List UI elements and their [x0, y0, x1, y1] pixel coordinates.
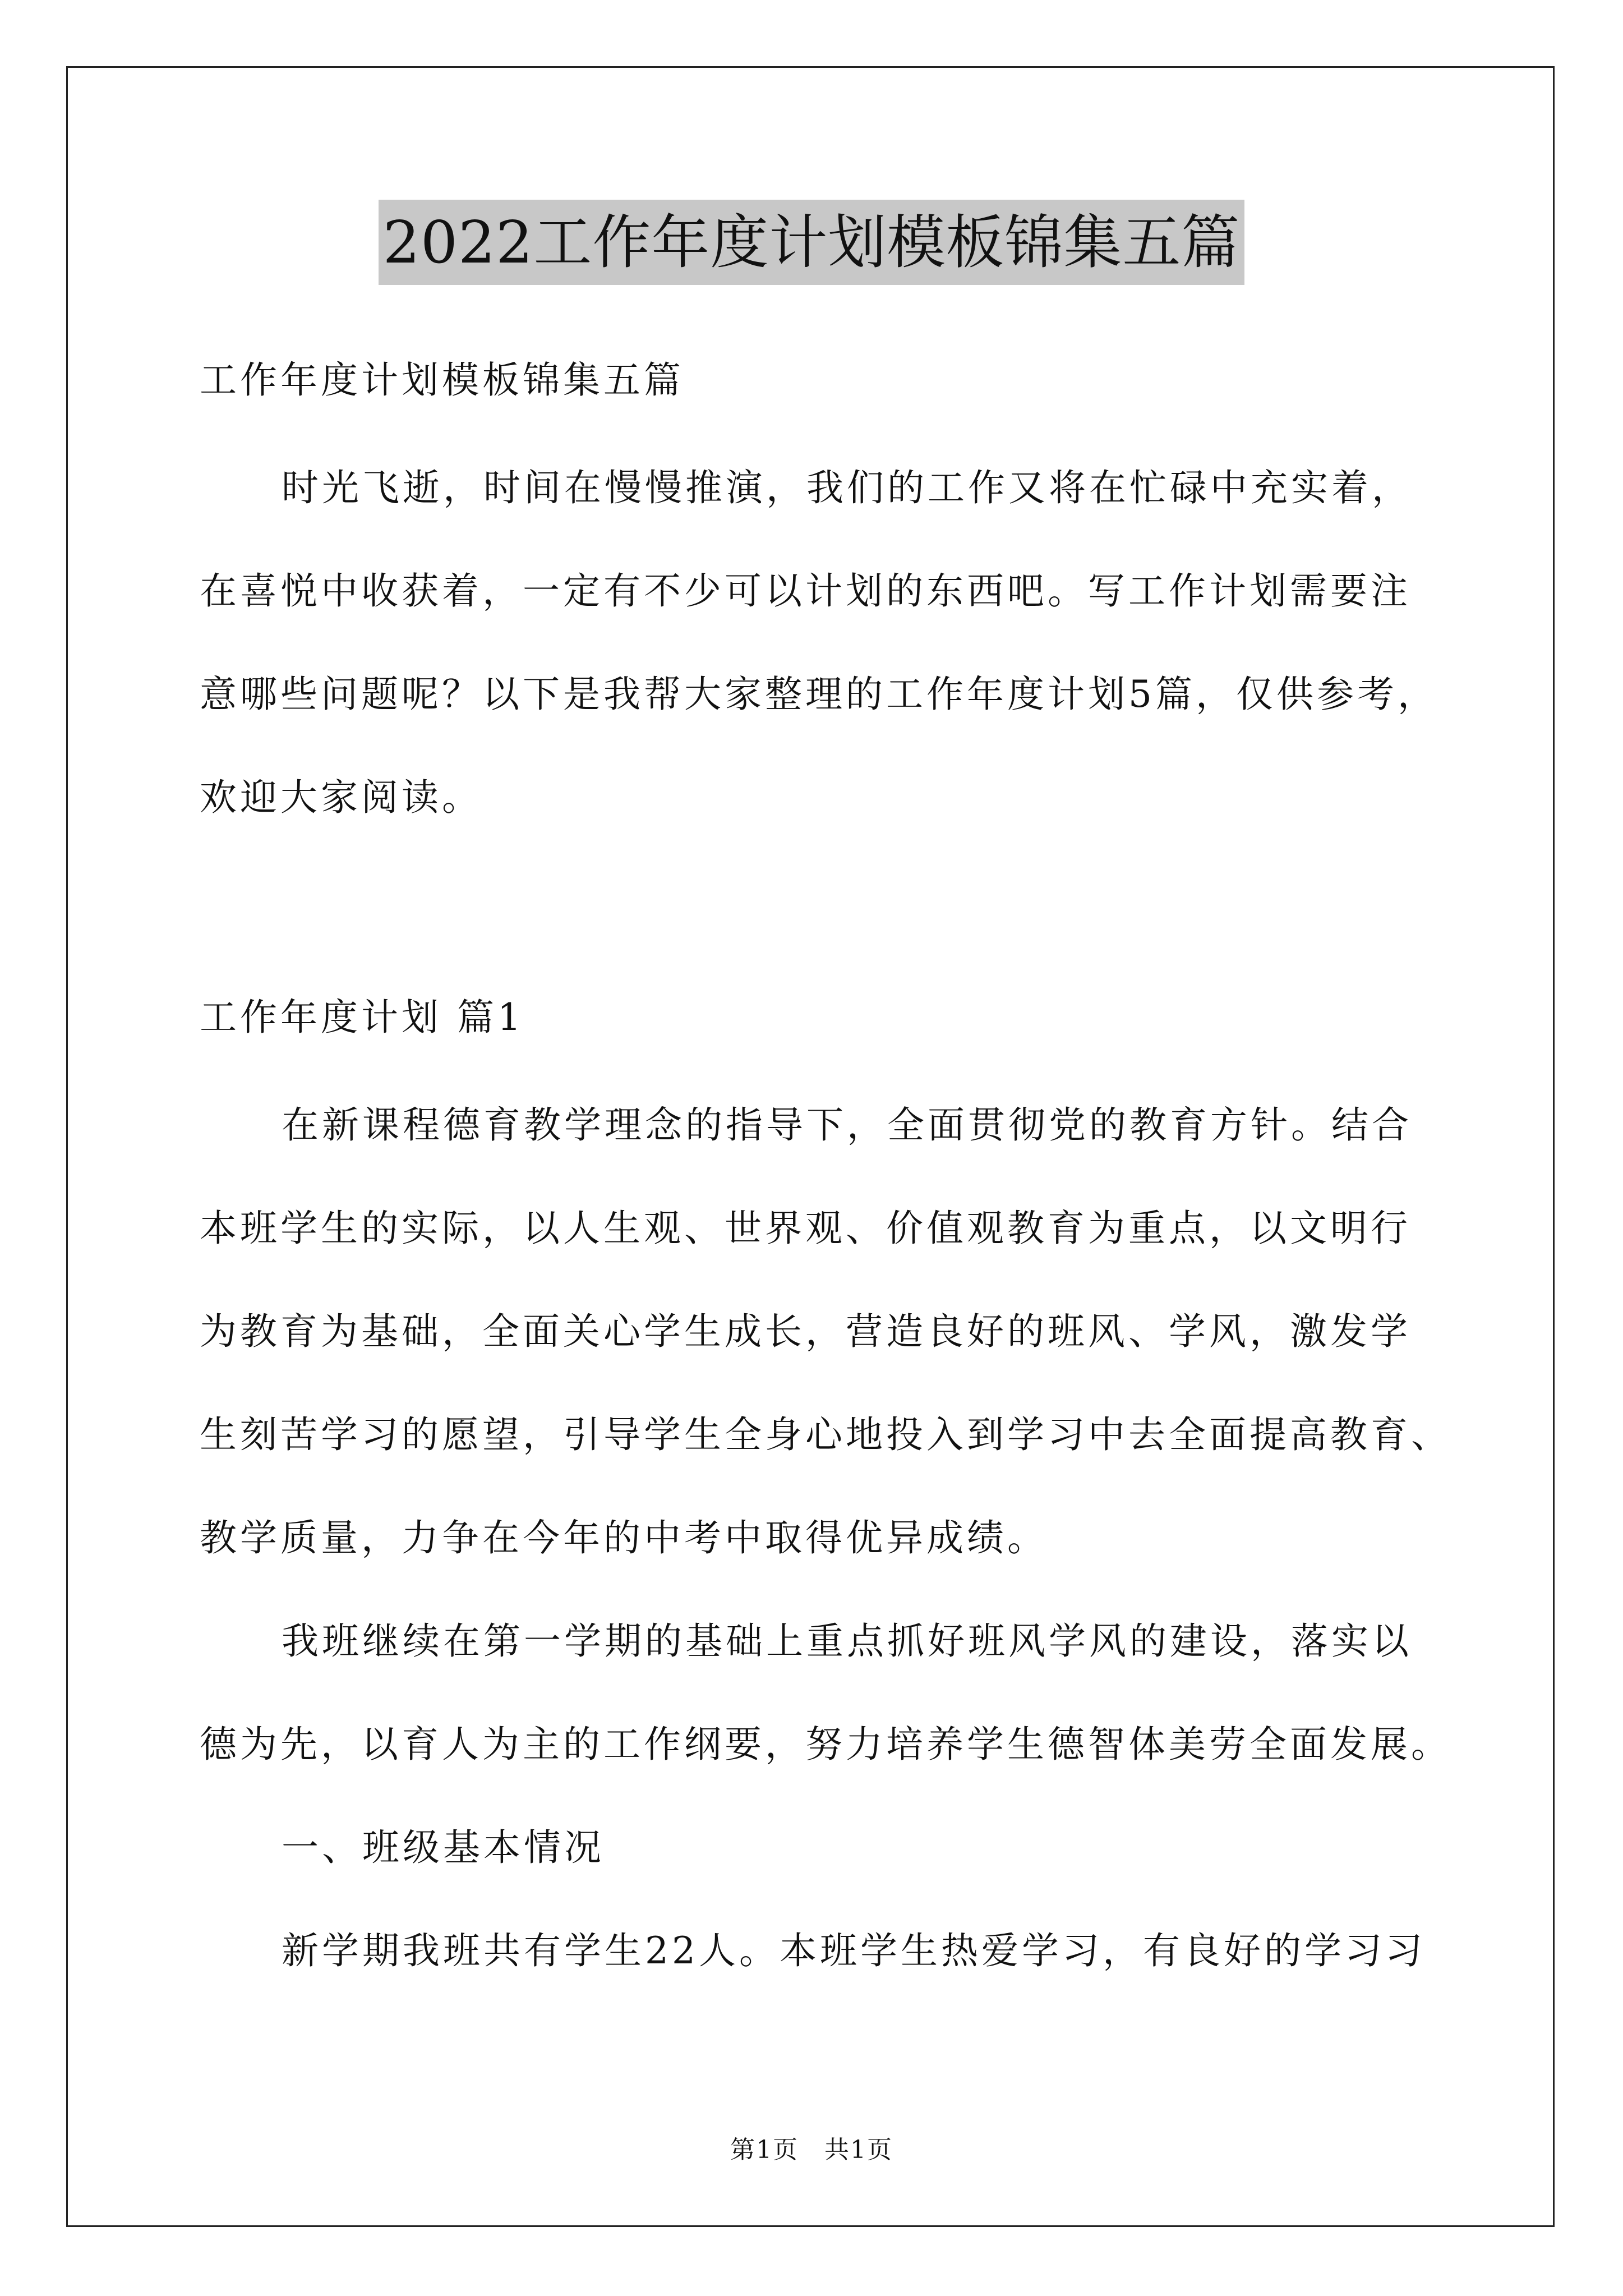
page-footer — [0, 2134, 1623, 2166]
paragraph-line: 德为先，以育人为主的工作纲要，努力培养学生德智体美劳全面发展。 — [200, 1723, 1451, 1766]
intro-line: 在喜悦中收获着，一定有不少可以计划的东西吧。写工作计划需要注 — [200, 569, 1411, 613]
paragraph-line: 教学质量，力争在今年的中考中取得优异成绩。 — [200, 1516, 1048, 1559]
page-number: 第1页 — [730, 2136, 799, 2164]
paragraph-line: 本班学生的实际，以人生观、世界观、价值观教育为重点，以文明行 — [200, 1207, 1411, 1250]
intro-line: 意哪些问题呢？以下是我帮大家整理的工作年度计划5篇，仅供参考， — [200, 673, 1438, 716]
paragraph-line: 生刻苦学习的愿望，引导学生全身心地投入到学习中去全面提高教育、 — [200, 1413, 1451, 1456]
paragraph-line: 新学期我班共有学生22人。本班学生热爱学习，有良好的学习习 — [282, 1929, 1426, 1972]
paragraph-line: 为教育为基础，全面关心学生成长，营造良好的班风、学风，激发学 — [200, 1310, 1411, 1353]
document-subtitle: 工作年度计划模板锦集五篇 — [200, 358, 684, 402]
paragraph-line: 我班继续在第一学期的基础上重点抓好班风学风的建设，落实以 — [282, 1619, 1412, 1663]
paragraph-line: 在新课程德育教学理念的指导下，全面贯彻党的教育方针。结合 — [282, 1103, 1412, 1147]
document-title: 2022工作年度计划模板锦集五篇 — [379, 200, 1245, 285]
page-total: 共1页 — [824, 2136, 893, 2164]
intro-line: 时光飞逝，时间在慢慢推演，我们的工作又将在忙碌中充实着， — [282, 466, 1412, 509]
subheading: 一、班级基本情况 — [282, 1826, 605, 1869]
section-heading: 工作年度计划 篇1 — [200, 996, 524, 1039]
intro-line: 欢迎大家阅读。 — [200, 776, 482, 819]
title-container — [0, 200, 1623, 285]
